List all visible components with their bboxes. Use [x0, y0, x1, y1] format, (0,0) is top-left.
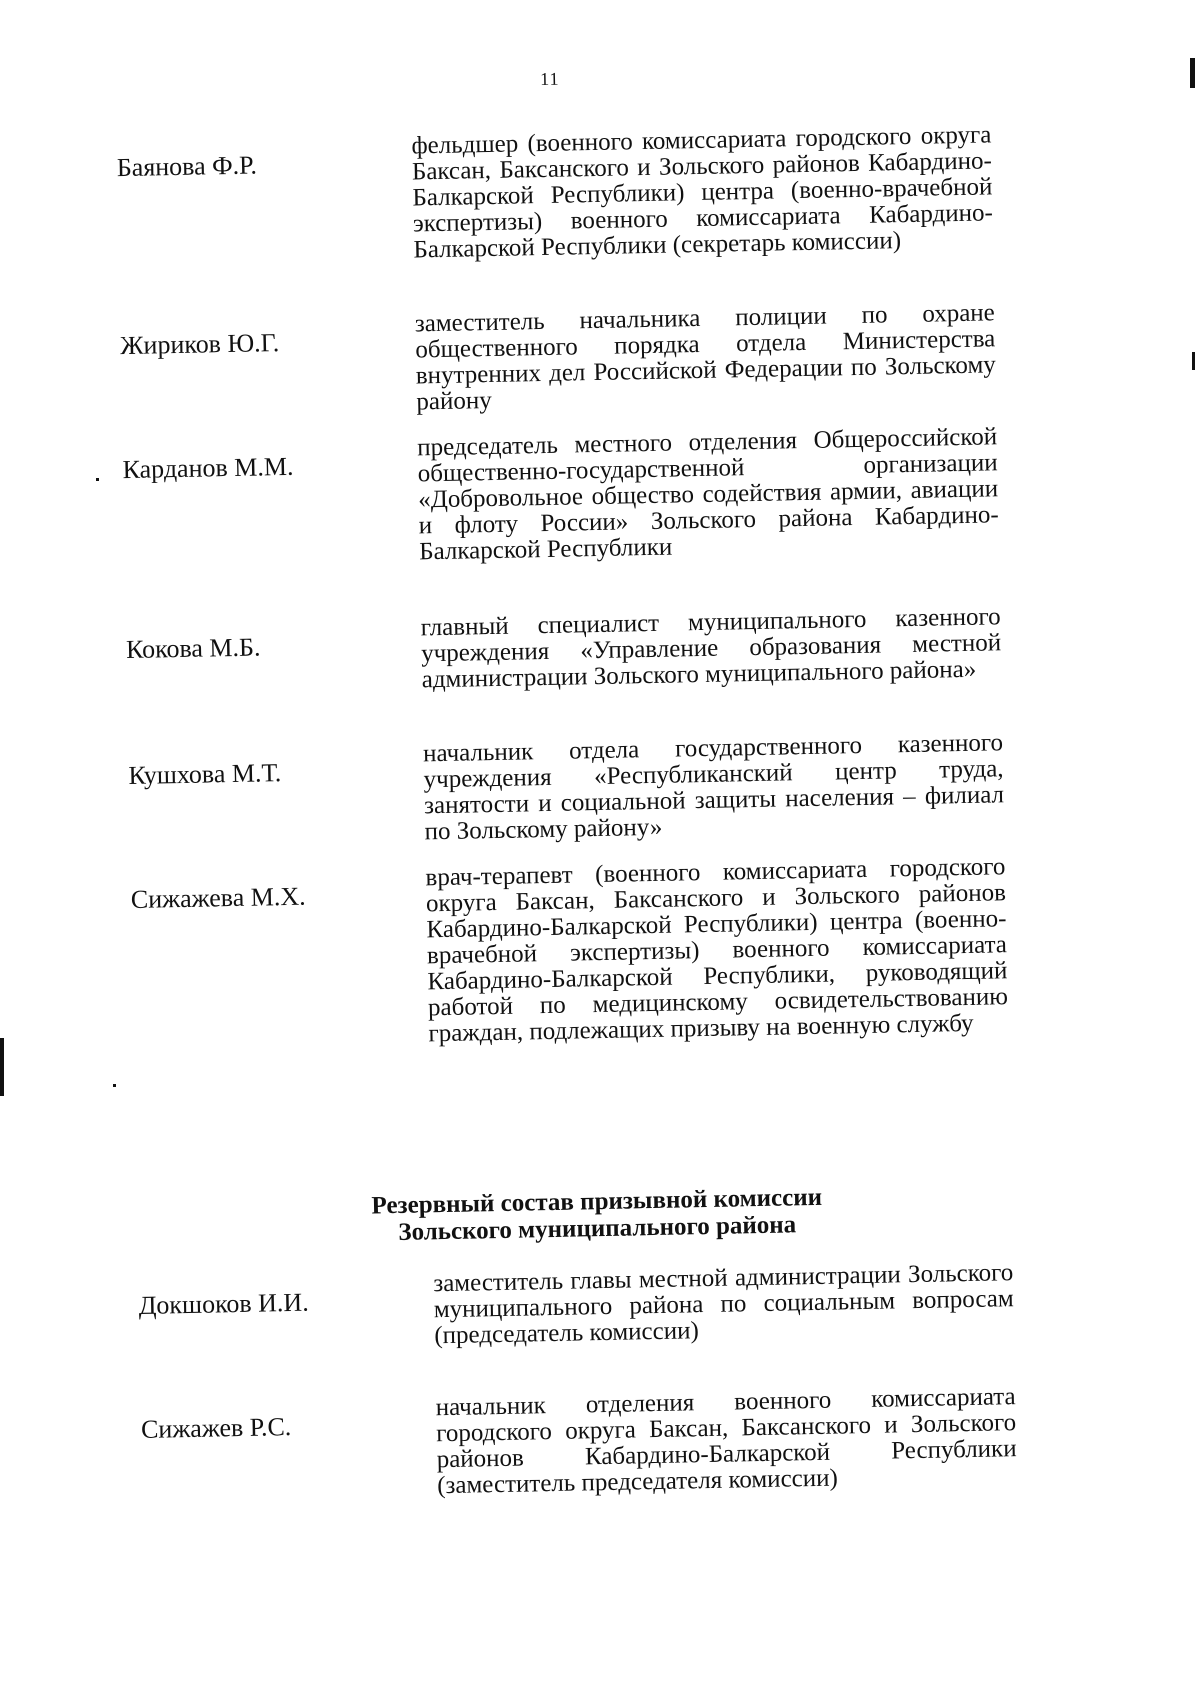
member-role: начальник отделения военного комиссариата городского округа Баксан, Баксанского и Зольского районов Кабардино-Балкарской Республики (заместитель председателя комиссии)	[435, 1383, 1017, 1500]
member-entry	[119, 299, 1020, 416]
member-name: Кокова М.Б.	[125, 632, 261, 665]
member-name: Карданов М.М.	[122, 451, 294, 485]
member-entry	[116, 121, 1016, 264]
member-name: Жириков Ю.Г.	[119, 328, 280, 361]
member-role: заместитель начальника полиции по охране общественного порядка отдела Министерства внутренних дел Российской Федерации по Зольскому району	[414, 299, 997, 416]
scan-dot-mark	[96, 478, 99, 481]
member-role: начальник отдела государственного казенного учреждения «Республиканский центр труда, занятости и социальной защиты населения – филиал по Зольскому району»	[422, 729, 1005, 846]
scan-edge-mark	[1192, 352, 1195, 370]
scan-edge-mark	[0, 1038, 4, 1096]
member-name: Сижажев Р.С.	[140, 1412, 292, 1444]
reserve-title-line-1: Резервный состав призывной комиссии	[371, 1183, 823, 1220]
member-entry	[122, 423, 1022, 566]
member-name: Кушхова М.Т.	[128, 758, 282, 791]
member-entry	[128, 729, 1028, 846]
reserve-member-entry	[138, 1259, 1038, 1350]
member-entry	[130, 853, 1030, 1048]
reserve-section-title	[247, 1181, 948, 1248]
page-number: 11	[539, 68, 560, 90]
scan-edge-mark	[1190, 58, 1195, 88]
reserve-member-entry	[140, 1383, 1040, 1500]
member-role: фельдшер (военного комиссариата городского округа Баксан, Баксанского и Зольского районов Кабардино-Балкарской Республики) центра (военно-врачебной экспертизы) военного комиссариата Кабардино-Балкарской Республики (секретарь комиссии)	[411, 121, 994, 264]
member-name: Баянова Ф.Р.	[116, 150, 258, 183]
scan-dot-mark	[113, 1084, 116, 1087]
reserve-title-line-2: Зольского муниципального района	[398, 1211, 797, 1246]
member-name: Докшоков И.И.	[138, 1287, 309, 1320]
member-role: заместитель главы местной администрации Зольского муниципального района по социальным вопросам (председатель комиссии)	[433, 1259, 1014, 1350]
member-entry	[125, 603, 1026, 694]
member-role: врач-терапевт (военного комиссариата городского округа Баксан, Баксанского и Зольского районов Кабардино-Балкарской Республики) центра (военно-врачебной экспертизы) военного комиссариата Кабардино-Балкарской Республики, руководящий работой по медицинскому освидетельствованию граждан, подлежащих призыву на военную службу	[425, 853, 1009, 1048]
member-role: главный специалист муниципального казенного учреждения «Управление образования местной администрации Зольского муниципального района»	[420, 603, 1002, 694]
member-name: Сижажева М.Х.	[130, 881, 306, 915]
member-role: председатель местного отделения Общероссийской общественно-государственной организации «Добровольное общество содействия армии, авиации и флоту России» Зольского района Кабардино-Балкарской Республики	[416, 423, 999, 566]
